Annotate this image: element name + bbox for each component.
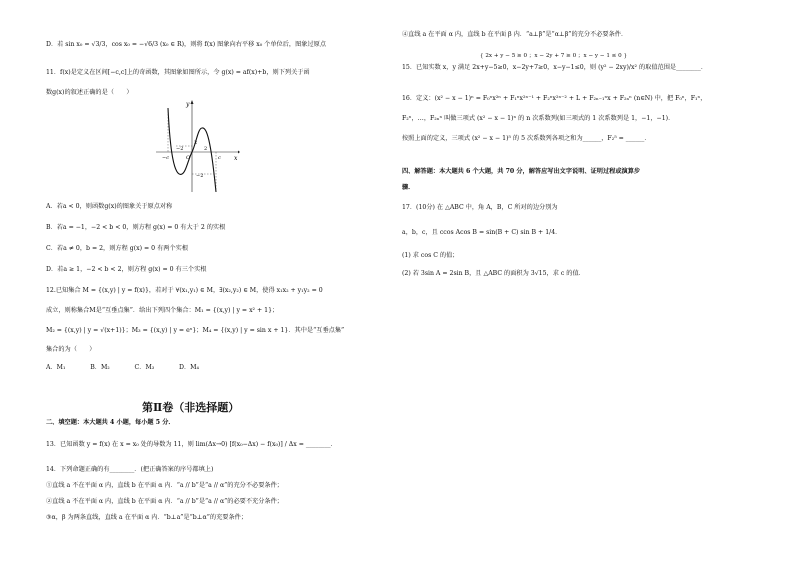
graph-label-neg2-x: −2: [176, 146, 184, 152]
q12-stem-line2: 成立，则称集合M是“互垂点集”．给出下列四个集合：M₁ = {(x,y) | y = x² + 1}；: [46, 307, 279, 314]
graph-label-neg-c: −c: [162, 155, 169, 161]
graph-label-y: y: [186, 101, 190, 108]
q11-stem-line2: 数g(x)的叙述正确的是（ ）: [46, 89, 133, 96]
graph-label-c: c: [218, 155, 221, 161]
y-axis-arrow-icon: [191, 100, 194, 104]
q14-statement-4: ④直线 a 在平面 α 内，直线 b 在平面 β 内．“a⊥β”是“α⊥β”的充分不必要条件．: [402, 31, 628, 38]
q10-option-d: D．若 sin x₀ = √3/3，cos x₀ = −√6/3 (x₀ ∈ R)，则将 f(x) 图象向右平移 x₀ 个单位后，图象过原点: [46, 41, 327, 48]
section-fill-in-title: 二、填空题：本大题共 4 小题，每小题 5 分．: [46, 419, 175, 426]
graph-label-origin: O: [186, 155, 191, 161]
q17-part-2: (2) 若 3sin A = 2sin B，且 △ABC 的面积为 3√15，求 c 的值．: [402, 270, 585, 277]
q17-part-1: (1) 求 cos C 的值；: [402, 252, 459, 259]
part-two-title: 第Ⅱ卷（非选择题）: [142, 401, 240, 414]
graph-label-neg2-bottom: −2: [196, 173, 204, 179]
q11-option-d: D．若a ≥ 1，−2 < b < 2，则方程 g(x) = 0 有三个实根: [46, 266, 207, 273]
q13-stem: 13．已知函数 y = f(x) 在 x = x₀ 处的导数为 11，则 lim(Δx→0) [f(x₀−Δx) − f(x₀)] / Δx = ________．: [46, 441, 337, 448]
graph-label-2-top: 2: [194, 140, 198, 146]
q11-option-b: B．若a = −1，−2 < b < 0，则方程 g(x) = 0 有大于 2 的实根: [46, 224, 226, 231]
q11-function-graph: [156, 100, 240, 192]
q17-stem-line2: a，b，c，且 ccos Acos B = sin(B + C) sin B + 1/4．: [402, 229, 562, 236]
q16-stem-line3: 按照上面的定义，三项式 (x² − x − 1)⁵ 的 5 次系数列各项之和为______，F₂⁵ = ______．: [402, 135, 651, 142]
q12-stem-line4: 集合的为（ ）: [46, 346, 96, 353]
q14-stem: 14．下列命题正确的有________．(把正确答案的序号都填上): [46, 466, 214, 473]
graph-label-2-x: 2: [204, 146, 208, 152]
q11-stem-line1: 11．f(x)是定义在区间[−c,c]上的奇函数，其图象如图所示，令 g(x) = af(x)+b，则下列关于函: [46, 69, 310, 76]
q12-stem-line1: 12.已知集合 M = {(x,y) | y = f(x)}，若对于 ∀(x₁,y₁) ∈ M，∃(x₂,y₂) ∈ M，使得 x₁x₂ + y₁y₂ = 0: [46, 287, 323, 294]
q16-stem-line2: F₂ⁿ，…，F₂ₙⁿ 叫做三项式 (x² − x − 1)ⁿ 的 n 次系数列(如三项式的 1 次系数列是 1，−1，−1)．: [402, 115, 675, 122]
q17-stem-line1: 17．(10分) 在 △ABC 中，角 A，B，C 所对的边分别为: [402, 204, 558, 211]
x-axis-arrow-icon: [238, 151, 240, 154]
q14-statement-3: ③α，β 为两条直线，直线 a 在平面 α 内．“b⊥a”是“b⊥α”的充要条件；: [46, 514, 248, 521]
graph-label-x: x: [234, 155, 238, 162]
section-answer-title-line2: 骤．: [402, 184, 415, 191]
q12-options: A．M₁ B．M₂ C．M₃ D．M₄: [46, 364, 199, 371]
q12-stem-line3: M₂ = {(x,y) | y = √(x+1)}；M₃ = {(x,y) | y = eˣ}；M₄ = {(x,y) | y = sin x + 1}．其中是“互垂点集”: [46, 327, 345, 334]
q15-stem: 15．已知实数 x，y 满足 2x+y−5≥0，x−2y+7≥0，x−y−1≤0，则 (y² − 2xy)/x² 的取值范围是________．: [402, 64, 708, 71]
q16-stem-line1: 16．定义：(x² − x − 1)ⁿ = F₀ⁿx²ⁿ + F₁ⁿx²ⁿ⁻¹ + F₂ⁿx²ⁿ⁻² + L + F₂ₙ₋₁ⁿx + F₂ₙⁿ (n∈N) 中，把 F₀ⁿ，F₁ⁿ，: [402, 95, 707, 102]
section-answer-title-line1: 四、解答题：本大题共 6 个大题，共 70 分，解答应写出文字说明、证明过程或演算步: [402, 168, 641, 175]
q11-option-c: C．若a ≠ 0，b = 2，则方程 g(x) = 0 有两个实根: [46, 245, 189, 252]
q14-statement-2: ②直线 a 不在平面 α 内，直线 b 在平面 α 内．“a // b”是“a // α”的必要不充分条件；: [46, 498, 283, 505]
q11-option-a: A．若a < 0，则函数g(x)的图象关于原点对称: [46, 203, 173, 210]
q14-statement-1: ①直线 a 不在平面 α 内，直线 b 在平面 α 内．“a // b”是“a // α”的充分不必要条件；: [46, 482, 283, 489]
q15-constraint-system: { 2x + y − 5 ≥ 0 ；x − 2y + 7 ≥ 0 ；x − y − 1 ≤ 0 }: [480, 53, 628, 59]
